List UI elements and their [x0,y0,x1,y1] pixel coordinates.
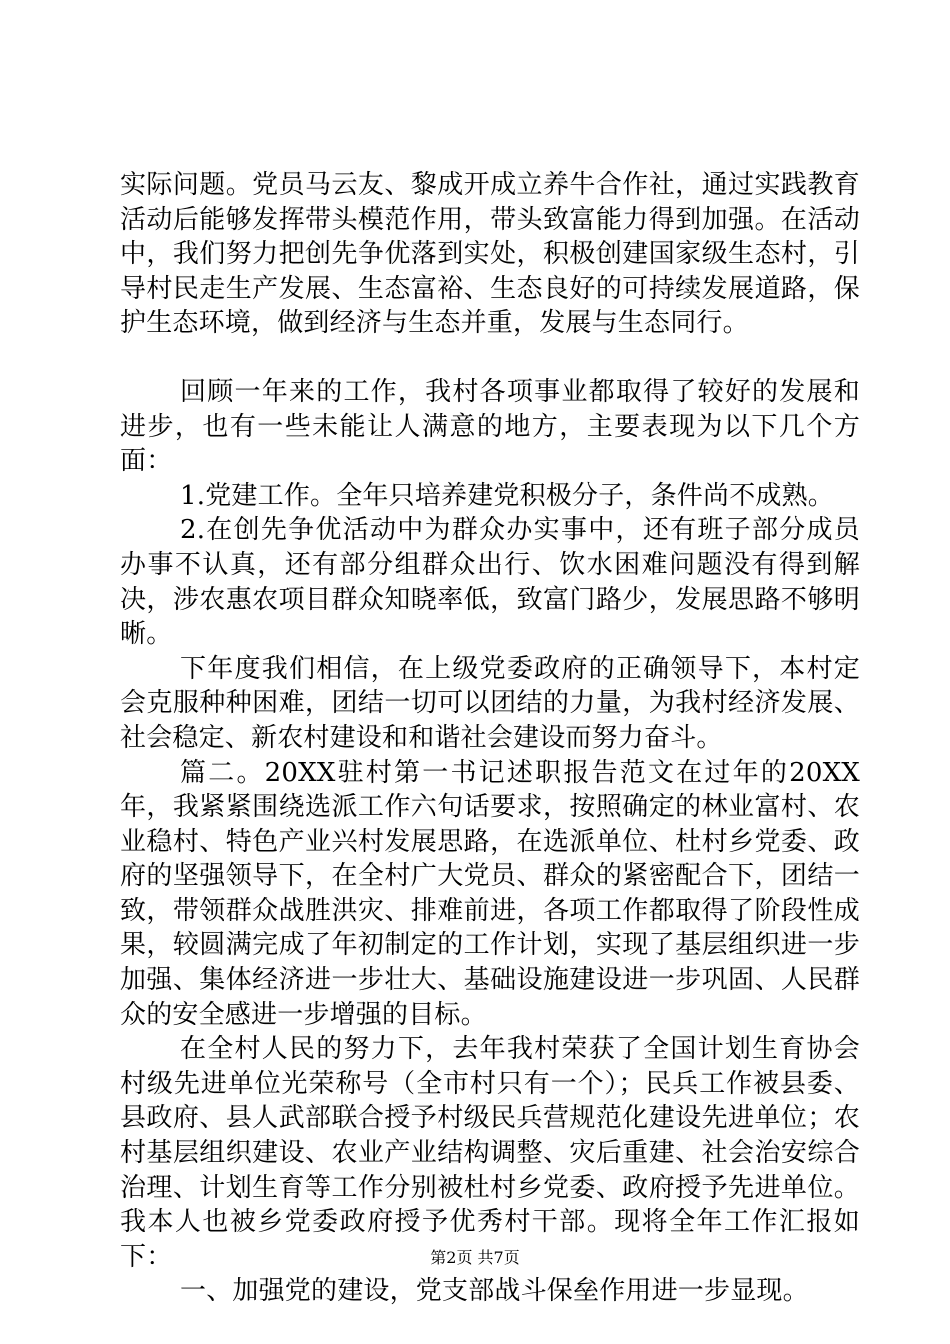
paragraph-8: 一、加强党的建设，党支部战斗保垒作用进一步显现。 [180,1276,809,1307]
paragraph-7: 在全村人民的努力下，去年我村荣获了全国计划生育协会村级先进单位光荣称号（全市村只有一个）；民兵工作被县委、县政府、县人武部联合授予村级民兵营规范化建设先进单位；农村基层组织建设、农业产业结构调整、灾后重建、社会治安综合治理、计划生育等工作分别被杜村乡党委、政府授予先进单位。我本人也被乡党委政府授予优秀村干部。现将全年工作汇报如下： [120,1034,860,1272]
paragraph-1: 实际问题。党员马云友、黎成开成立养牛合作社，通过实践教育活动后能够发挥带头模范作用，带头致富能力得到加强。在活动中，我们努力把创先争优落到实处，积极创建国家级生态村，引导村民走生产发展、生态富裕、生态良好的可持续发展道路，保护生态环境，做到经济与生态并重，发展与生态同行。 [120,170,860,339]
paragraph-2: 回顾一年来的工作，我村各项事业都取得了较好的发展和进步，也有一些未能让人满意的地方，主要表现为以下几个方面： [120,376,860,477]
document-body [120,168,860,1309]
paragraph-5: 下年度我们相信，在上级党委政府的正确领导下，本村定会克服种种困难，团结一切可以团结的力量，为我村经济发展、社会稳定、新农村建设和和谐社会建设而努力奋斗。 [120,653,860,753]
page-footer: 第2页 共7页 [430,1248,520,1267]
paragraph-4: 2.在创先争优活动中为群众办实事中，还有班子部分成员办事不认真，还有部分组群众出行、饮水困难问题没有得到解决，涉农惠农项目群众知晓率低，致富门路少，发展思路不够明晰。 [120,515,860,650]
paragraph-6: 篇二。20XX驻村第一书记述职报告范文在过年的20XX年，我紧紧围绕选派工作六句话要求，按照确定的林业富村、农业稳村、特色产业兴村发展思路，在选派单位、杜村乡党委、政府的坚强领导下，在全村广大党员、群众的紧密配合下，团结一致，带领群众战胜洪灾、排难前进，各项工作都取得了阶段性成果，较圆满完成了年初制定的工作计划，实现了基层组织进一步加强、集体经济进一步壮大、基础设施建设进一步巩固、人民群众的安全感进一步增强的目标。 [120,757,860,1030]
paragraph-3: 1.党建工作。全年只培养建党积极分子，条件尚不成熟。 [180,480,835,511]
